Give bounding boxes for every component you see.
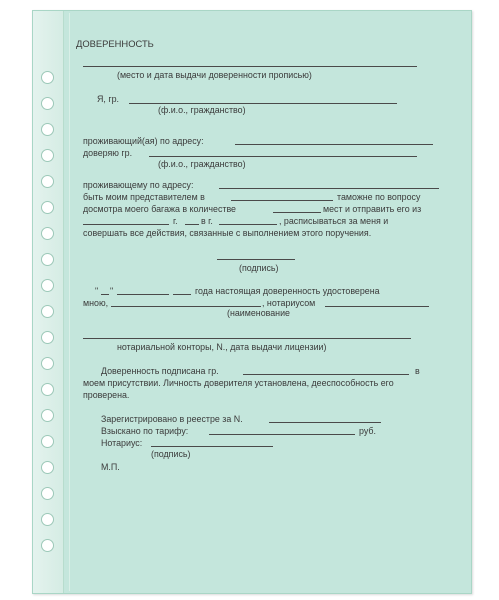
- date-day-line: [101, 294, 109, 295]
- punch-hole: [41, 409, 54, 422]
- punch-hole: [41, 123, 54, 136]
- registry-number-line: [269, 422, 381, 423]
- date-year-line: [173, 294, 191, 295]
- punch-hole: [41, 149, 54, 162]
- document-title: ДОВЕРЕННОСТЬ: [76, 38, 154, 49]
- to-city-line: [219, 224, 277, 225]
- place-date-line: [83, 66, 417, 67]
- punch-hole: [41, 435, 54, 448]
- punch-hole: [41, 383, 54, 396]
- punched-strip: [33, 11, 64, 593]
- signed-label: Доверенность подписана гр.: [101, 366, 219, 376]
- punch-hole: [41, 175, 54, 188]
- to-city-label: в г.: [201, 216, 213, 226]
- notary-sign-label: Нотариус:: [101, 438, 143, 448]
- tariff-amount-line: [209, 434, 355, 435]
- body-line-3c: , расписываться за меня и: [279, 216, 389, 226]
- punch-hole: [41, 279, 54, 292]
- notary-office-hint: нотариальной конторы, N., дата выдачи лицензии): [117, 342, 327, 352]
- me-label: мною,: [83, 298, 109, 308]
- signature-hint: (подпись): [239, 263, 279, 273]
- notary-line: [325, 306, 429, 307]
- punch-hole: [41, 97, 54, 110]
- agent-address-label: проживающему по адресу:: [83, 180, 194, 190]
- rub-label: руб.: [359, 426, 376, 436]
- body-line-2: досмотра моего багажа в количестве: [83, 204, 236, 214]
- verified-text: проверена.: [83, 390, 130, 400]
- date-month-line: [117, 294, 169, 295]
- place-date-hint: (место и дата выдачи доверенности прописью): [117, 70, 312, 80]
- punch-hole: [41, 357, 54, 370]
- baggage-count-line: [273, 212, 321, 213]
- principal-signature-line: [217, 259, 295, 260]
- customs-line: [231, 200, 333, 201]
- signer-name-line: [243, 374, 409, 375]
- punch-hole: [41, 71, 54, 84]
- registry-label: Зарегистрировано в реестре за N.: [101, 414, 243, 424]
- from-city-line: [83, 224, 169, 225]
- fio-hint-2: (ф.и.о., гражданство): [158, 159, 246, 169]
- notary-office-line: [83, 338, 411, 339]
- body-line-2b: мест и отправить его из: [323, 204, 422, 214]
- punch-hole: [41, 305, 54, 318]
- authorize-label: доверяю гр.: [83, 148, 133, 158]
- date-quote-open: ": [95, 286, 99, 296]
- punch-hole: [41, 487, 54, 500]
- punch-hole: [41, 539, 54, 552]
- year-certified-text: года настоящая доверенность удостоверена: [195, 286, 380, 296]
- punch-hole: [41, 513, 54, 526]
- body-line-1b: таможне по вопросу: [337, 192, 421, 202]
- body-line-1: быть моим представителем в: [83, 192, 205, 202]
- in-label: в: [415, 366, 420, 376]
- from-city-label: г.: [173, 216, 178, 226]
- principal-address-line: [235, 144, 433, 145]
- sleeve-seam: [69, 13, 70, 591]
- tariff-label: Взыскано по тарифу:: [101, 426, 189, 436]
- punch-hole: [41, 461, 54, 474]
- signature-hint-2: (подпись): [151, 449, 191, 459]
- punch-hole: [41, 201, 54, 214]
- body-line-4: совершать все действия, связанные с выполнением этого поручения.: [83, 228, 372, 238]
- agent-address-line: [219, 188, 439, 189]
- notary-signature-line: [151, 446, 273, 447]
- from-city-line-2: [185, 224, 199, 225]
- notary-label: , нотариусом: [262, 298, 316, 308]
- seal-label: М.П.: [101, 462, 120, 472]
- punch-hole: [41, 253, 54, 266]
- presence-text: моем присутствии. Личность доверителя установлена, дееспособность его: [83, 378, 394, 388]
- punch-hole: [41, 331, 54, 344]
- fio-hint-1: (ф.и.о., гражданство): [158, 105, 246, 115]
- i-citizen-label: Я, гр.: [97, 94, 119, 104]
- naming-hint: (наименование: [227, 308, 290, 318]
- agent-name-line: [149, 156, 417, 157]
- residing-label: проживающий(ая) по адресу:: [83, 136, 204, 146]
- date-quote-close: ": [110, 286, 114, 296]
- punch-hole: [41, 227, 54, 240]
